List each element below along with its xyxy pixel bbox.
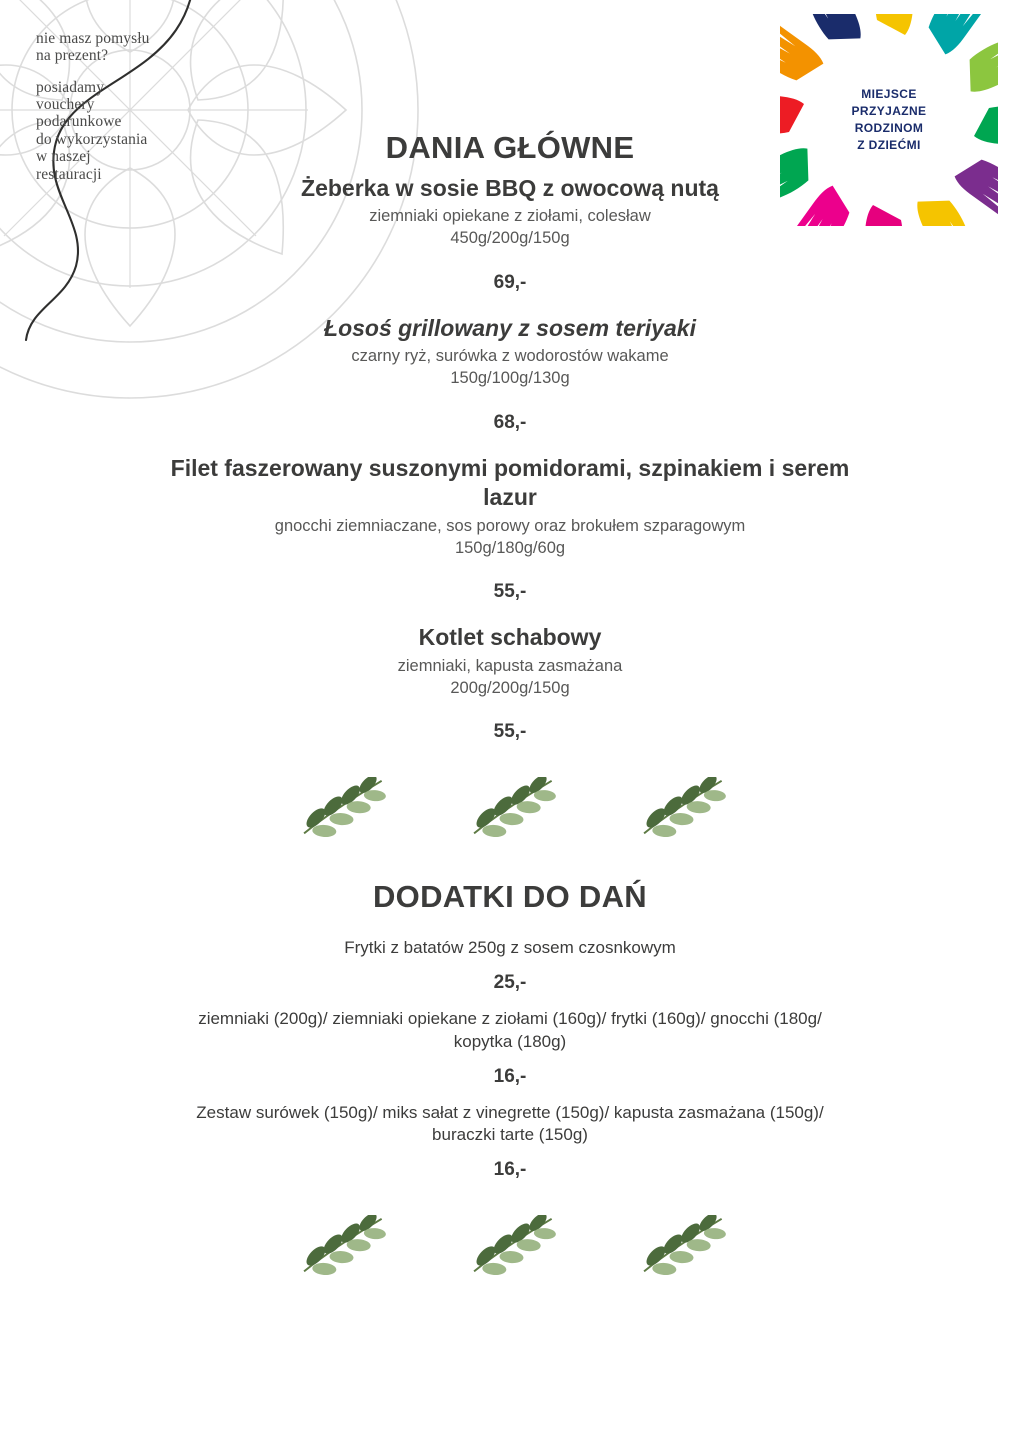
- dish-description: czarny ryż, surówka z wodorostów wakame: [351, 347, 669, 366]
- dish-name: Żeberka w sosie BBQ z owocową nutą: [301, 175, 719, 201]
- dish-description: ziemniaki opiekane z ziołami, colesław: [369, 207, 651, 226]
- dish-name: Łosoś grillowany z sosem teriyaki: [324, 314, 696, 341]
- dish-description: ziemniaki, kapusta zasmażana: [397, 656, 623, 675]
- side-item: [170, 1102, 850, 1182]
- dish-weight: 450g/200g/150g: [450, 229, 570, 248]
- leaf-divider: [170, 777, 850, 839]
- voucher-line-5: podarunkowe: [36, 113, 122, 131]
- menu-item: [170, 174, 850, 294]
- side-item-text: ziemniaki (200g)/ ziemniaki opiekane z ziołami (160g)/ frytki (160g)/ gnocchi (180g/ kopytka (180g): [198, 1009, 822, 1051]
- side-item-price: 25,-: [493, 972, 527, 994]
- section-title-main-dishes: DANIA GŁÓWNE: [385, 130, 635, 165]
- voucher-line-8: restauracji: [36, 165, 102, 183]
- dish-price: 68,-: [493, 411, 527, 433]
- leaf-branch-icon: [454, 777, 566, 839]
- voucher-line-4: vouchery: [36, 96, 95, 114]
- voucher-line-2: na prezent?: [36, 47, 109, 65]
- logo-line-2: PRZYJAZNE: [851, 103, 927, 118]
- side-item-text: Frytki z batatów 250g z sosem czosnkowym: [344, 938, 676, 958]
- logo-line-4: Z DZIEĆMI: [857, 138, 921, 153]
- voucher-line-6: do wykorzystania: [36, 130, 148, 148]
- dish-weight: 200g/200g/150g: [450, 678, 570, 697]
- dish-name: Kotlet schabowy: [418, 624, 602, 651]
- menu-item: [170, 454, 850, 603]
- leaf-branch-icon: [284, 777, 396, 839]
- logo-line-3: RODZINOM: [854, 121, 924, 135]
- leaf-branch-icon: [624, 777, 736, 839]
- dish-description: gnocchi ziemniaczane, sos porowy oraz brokułem szparagowym: [274, 516, 746, 535]
- menu-item: [170, 314, 850, 434]
- voucher-line-3: posiadamy: [36, 78, 105, 96]
- section-title-sides: DODATKI DO DAŃ: [373, 879, 647, 915]
- side-item-price: 16,-: [493, 1065, 527, 1087]
- logo-line-1: MIEJSCE: [861, 86, 917, 101]
- dish-price: 69,-: [493, 271, 527, 293]
- voucher-line-1: nie masz pomysłu: [36, 30, 150, 47]
- dish-weight: 150g/100g/130g: [450, 369, 570, 388]
- dish-price: 55,-: [493, 581, 527, 603]
- dish-price: 55,-: [493, 721, 527, 743]
- leaf-branch-icon: [284, 1215, 396, 1277]
- side-item-text: Zestaw surówek (150g)/ miks sałat z vinegrette (150g)/ kapusta zasmażana (150g)/ buraczki tarte (150g): [196, 1102, 824, 1145]
- voucher-line-7: w naszej: [36, 148, 91, 166]
- side-item-price: 16,-: [493, 1159, 527, 1181]
- side-item: [170, 937, 850, 994]
- leaf-divider: [170, 1215, 850, 1277]
- dish-weight: 150g/180g/60g: [454, 538, 566, 557]
- menu-item: [170, 623, 850, 743]
- menu-content: [170, 130, 850, 1317]
- dish-name: Filet faszerowany suszonymi pomidorami, szpinakiem i serem lazur: [170, 454, 850, 511]
- leaf-branch-icon: [624, 1215, 736, 1277]
- leaf-branch-icon: [454, 1215, 566, 1277]
- side-item: [170, 1008, 850, 1088]
